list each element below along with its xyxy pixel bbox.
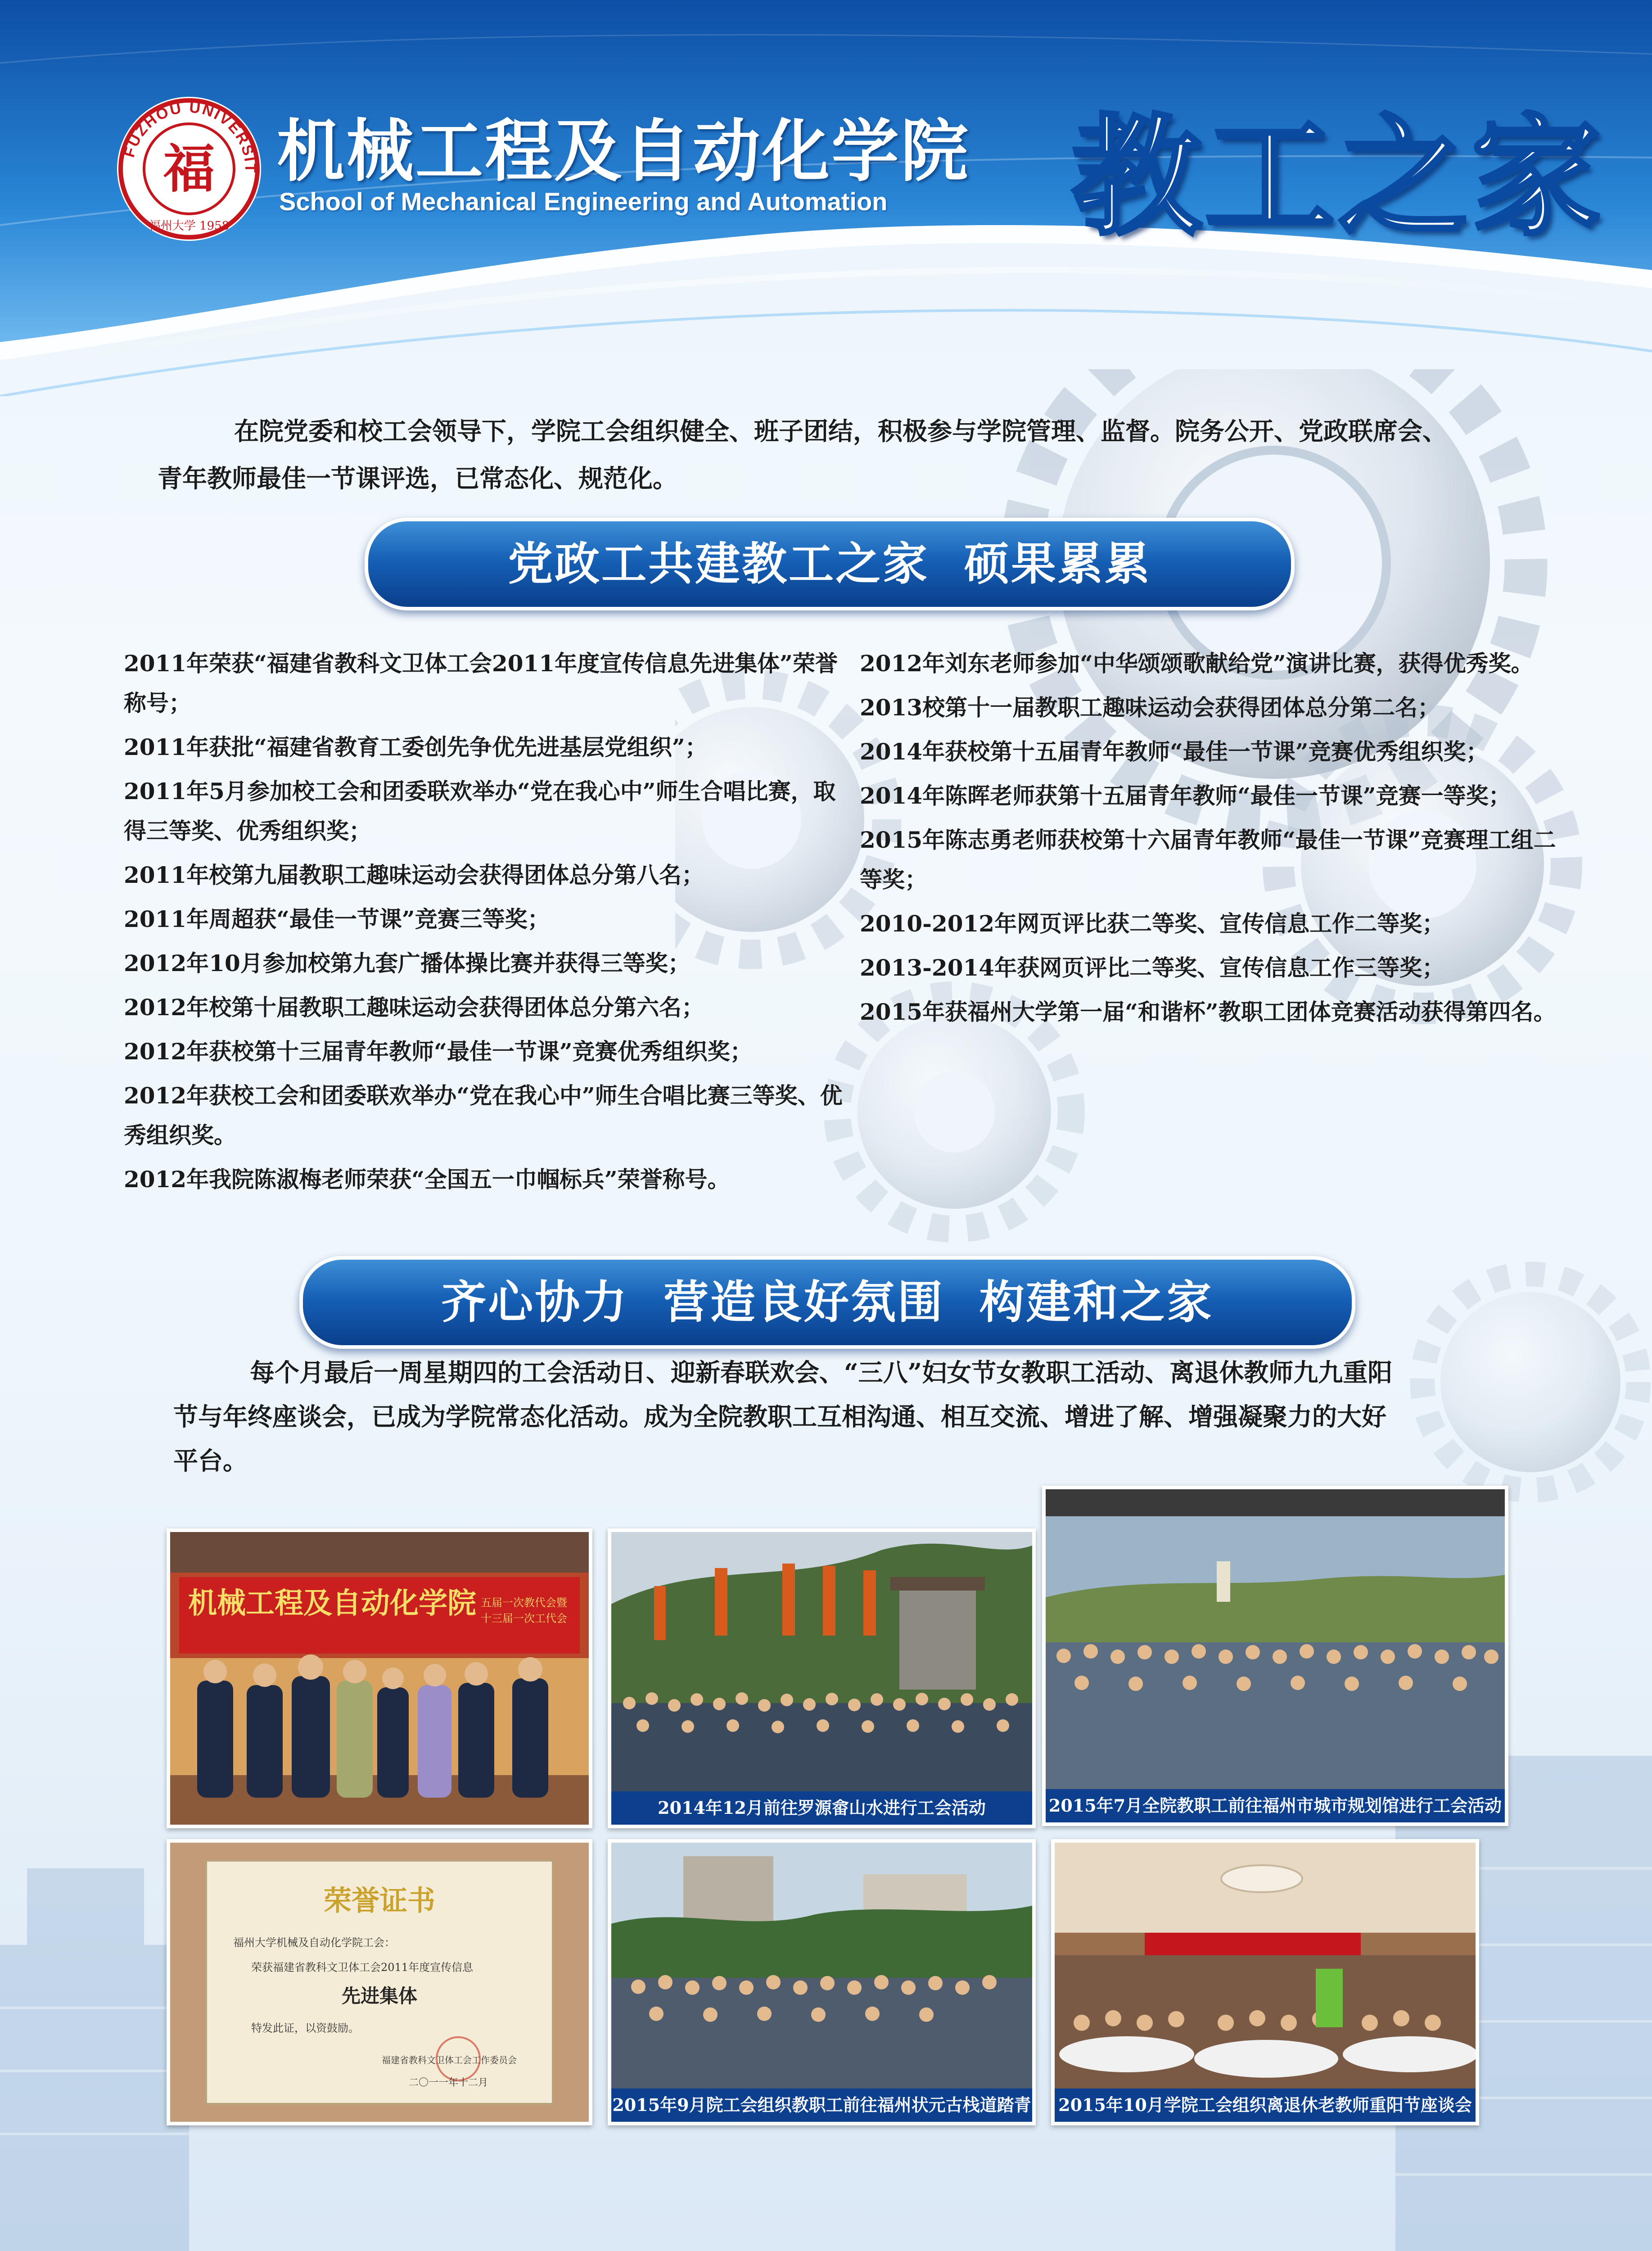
- photo-planning-hall: [1042, 1486, 1508, 1826]
- photo-caption: 2015年10月学院工会组织离退休老教师重阳节座谈会: [1055, 2088, 1476, 2122]
- svg-text:福: 福: [163, 139, 215, 199]
- achievement-item: 2012年10月参加校第九套广播体操比赛并获得三等奖；: [124, 950, 691, 976]
- college-name-en: School of Mechanical Engineering and Automation: [279, 187, 888, 216]
- achievements-right-column: [860, 644, 1566, 1036]
- svg-text:福州大学机械及自动化学院工会：: 福州大学机械及自动化学院工会：: [233, 1936, 395, 1949]
- svg-text:FUZHOU UNIVERSITY: FUZHOU UNIVERSIT: [120, 99, 259, 174]
- achievement-item: 2011年校第九届教职工趣味运动会获得团体总分第八名；: [124, 862, 704, 888]
- photo-trail-outing: [608, 1839, 1036, 2125]
- svg-text:五届一次教代会暨: 五届一次教代会暨: [481, 1596, 567, 1609]
- university-logo: [115, 95, 263, 243]
- achievement-item: 2012年获校第十三届青年教师“最佳一节课”竞赛优秀组织奖；: [124, 1038, 753, 1065]
- luoyuan-group-image: [611, 1532, 1032, 1825]
- meeting-group-image: [170, 1532, 589, 1825]
- photo-caption: 2015年7月全院教职工前往福州市城市规划馆进行工会活动: [1046, 1789, 1505, 1822]
- achievement-item: 2010-2012年网页评比获二等奖、宣传信息工作二等奖；: [860, 910, 1445, 937]
- achievement-item: 2012年我院陈淑梅老师荣获“全国五一巾帼标兵”荣誉称号。: [124, 1166, 730, 1193]
- achievement-item: 2013校第十一届教职工趣味运动会获得团体总分第二名；: [860, 694, 1440, 721]
- section1-title-banner: 党政工共建教工之家 硕果累累: [365, 518, 1295, 610]
- svg-text:荣誉证书: 荣誉证书: [323, 1884, 436, 1917]
- achievement-item: 2013-2014年获网页评比二等奖、宣传信息工作三等奖；: [860, 954, 1445, 981]
- achievement-item: 2011年荣获“福建省教科文卫体工会2011年度宣传信息先进集体”荣誉称号；: [124, 650, 838, 716]
- achievement-item: 2012年刘东老师参加“中华颂颂歌献给党”演讲比赛，获得优秀奖。: [860, 650, 1534, 677]
- svg-text:先进集体: 先进集体: [341, 1985, 418, 2007]
- photo-retirees-symposium: [1051, 1839, 1479, 2125]
- svg-text:机械工程及自动化学院: 机械工程及自动化学院: [188, 1587, 476, 1620]
- achievement-item: 2011年周超获“最佳一节课”竞赛三等奖；: [124, 906, 550, 932]
- achievement-item: 2015年获福州大学第一届“和谐杯”教职工团体竞赛活动获得第四名。: [860, 999, 1556, 1025]
- achievement-item: 2014年陈晖老师获第十五届青年教师“最佳一节课”竞赛一等奖；: [860, 782, 1511, 809]
- achievement-item: 2012年获校工会和团委联欢举办“党在我心中”师生合唱比赛三等奖、优秀组织奖。: [124, 1082, 843, 1148]
- achievement-item: 2014年获校第十五届青年教师“最佳一节课”竞赛优秀组织奖；: [860, 738, 1489, 765]
- section2-paragraph: 每个月最后一周星期四的工会活动日、迎新春联欢会、“三八”妇女节女教职工活动、离退休教师九九重阳节与年终座谈会，已成为学院常态化活动。成为全院教职工互相沟通、相互交流、增进了解、增强凝聚力的大好平台。: [173, 1358, 1393, 1475]
- photo-caption: 2014年12月前往罗源畲山水进行工会活动: [611, 1791, 1032, 1825]
- header: [0, 0, 1652, 396]
- retirees-symposium-image: [1055, 1843, 1476, 2122]
- achievement-item: 2015年陈志勇老师获校第十六届青年教师“最佳一节课”竞赛理工组二等奖；: [860, 827, 1556, 893]
- svg-text:福建省教科文卫体工会工作委员会: 福建省教科文卫体工会工作委员会: [382, 2055, 517, 2066]
- page-title: 教工之家: [1071, 102, 1604, 253]
- svg-text:福州大学 1958: 福州大学 1958: [149, 219, 230, 233]
- svg-text:二〇一一年十二月: 二〇一一年十二月: [409, 2077, 488, 2088]
- achievement-item: 2012年校第十届教职工趣味运动会获得团体总分第六名；: [124, 994, 704, 1021]
- achievement-item: 2011年5月参加校工会和团委联欢举办“党在我心中”师生合唱比赛，取得三等奖、优秀组织奖；: [124, 778, 836, 844]
- svg-text:十三届一次工代会: 十三届一次工代会: [481, 1612, 567, 1625]
- achievement-item: 2011年获批“福建省教育工委创先争优先进基层党组织”；: [124, 734, 708, 760]
- photo-luoyuan-activity: [608, 1528, 1036, 1828]
- achievements-left-column: [124, 644, 853, 1204]
- trail-outing-image: [611, 1843, 1032, 2122]
- honor-certificate-image: [170, 1843, 589, 2122]
- photo-meeting-group: [167, 1528, 592, 1828]
- photo-honor-certificate: [167, 1839, 592, 2125]
- fuzhou-university-seal-icon: [115, 95, 263, 243]
- planning-hall-image: [1046, 1489, 1505, 1822]
- college-name-cn: 机械工程及自动化学院: [277, 112, 970, 191]
- intro-paragraph: 在院党委和校工会领导下，学院工会组织健全、班子团结，积极参与学院管理、监督。院务公开、党政联席会、青年教师最佳一节课评选，已常态化、规范化。: [158, 416, 1448, 493]
- section2-title-banner: 齐心协力 营造良好氛围 构建和之家: [299, 1256, 1355, 1349]
- photo-caption: 2015年9月院工会组织教职工前往福州状元古栈道踏青: [611, 2088, 1032, 2122]
- svg-text:特发此证，以资鼓励。: 特发此证，以资鼓励。: [251, 2022, 359, 2034]
- svg-text:荣获福建省教科文卫体工会2011年度宣传信息: 荣获福建省教科文卫体工会2011年度宣传信息: [251, 1961, 474, 1974]
